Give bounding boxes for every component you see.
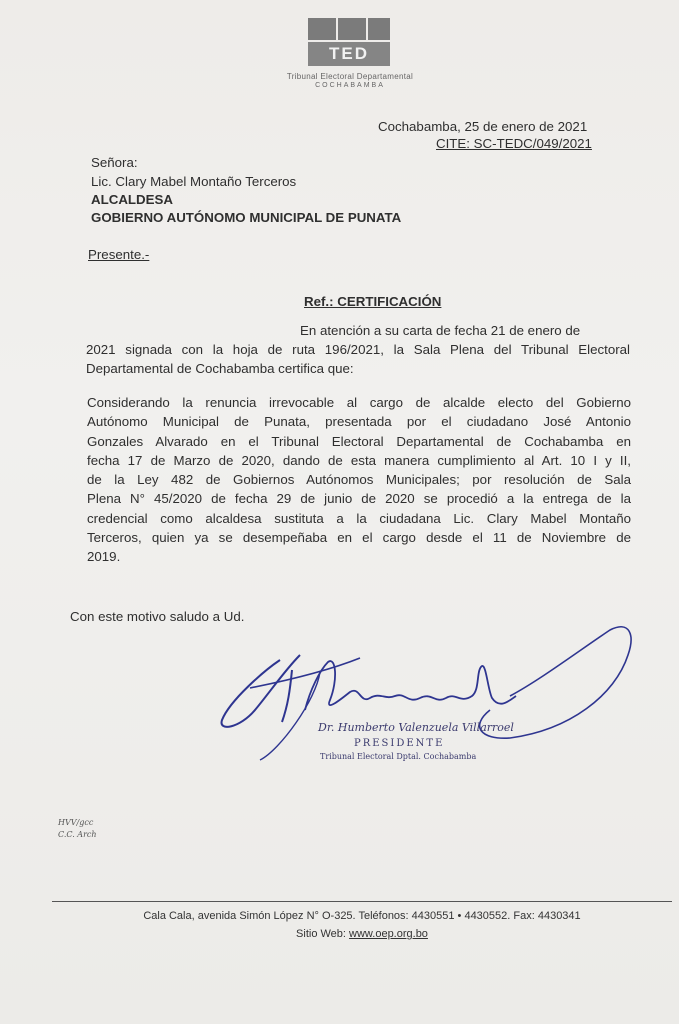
logo-bar [308, 18, 336, 40]
org-name: Tribunal Electoral Departamental [286, 72, 414, 81]
footer-address: Cala Cala, avenida Simón López N° O-325. Teléfonos: 4430551 • 4430552. Fax: 4430341 [143, 910, 581, 922]
initials-line: HVV/gcc [58, 818, 94, 827]
org-city: COCHABAMBA [315, 82, 385, 89]
ted-logo [296, 18, 396, 74]
paragraph-2-line: Plena N° 45/2020 de fecha 29 de junio de 2020 se procedió a la entrega de la [87, 491, 631, 507]
logo-text: TED [308, 42, 390, 66]
paragraph-1-line: Departamental de Cochabamba certifica que: [86, 361, 354, 377]
paragraph-2-line: 2019. [87, 549, 121, 565]
paragraph-2-line: Gonzales Alvarado en el Tribunal Electoral Departamental de Cochabamba en [87, 433, 631, 449]
paragraph-2-line: fecha 17 de Marzo de 2020, dando de esta manera cumplimiento al Art. 10 I y II, [87, 452, 631, 468]
paragraph-1-line: 2021 signada con la hoja de ruta 196/2021, la Sala Plena del Tribunal Electoral [86, 342, 630, 357]
letter-date: Cochabamba, 25 de enero de 2021 [378, 119, 588, 134]
initials-line: C.C. Arch [58, 830, 97, 839]
paragraph-1 [86, 340, 630, 379]
presente: Presente.- [88, 247, 150, 262]
paragraph-2-line: Autónomo Municipal de Punata, presentada por el ciudadano José Antonio [87, 414, 631, 430]
logo-bar [338, 18, 366, 40]
paragraph-2-line: de la Ley 482 de Gobiernos Autónomos Municipales; por resolución de Sala [87, 472, 631, 488]
logo-bar [368, 18, 390, 40]
recipient-role: ALCALDESA [91, 192, 173, 207]
signer-name: Dr. Humberto Valenzuela Villarroel [318, 721, 514, 734]
footer-web-label: Sitio Web: [296, 928, 350, 940]
paragraph-2 [87, 393, 631, 567]
signer-org: Tribunal Electoral Dptal. Cochabamba [320, 752, 477, 761]
footer-web-link[interactable]: www.oep.org.bo [349, 928, 428, 940]
paragraph-2-line: Considerando la renuncia irrevocable al cargo de alcalde electo del Gobierno [87, 395, 631, 410]
signer-title: PRESIDENTE [354, 738, 445, 749]
paragraph-1-line: En atención a su carta de fecha 21 de enero de [300, 323, 581, 338]
recipient-name: Lic. Clary Mabel Montaño Terceros [91, 174, 297, 189]
footer-web [52, 928, 672, 940]
letter-cite: CITE: SC-TEDC/049/2021 [436, 136, 592, 151]
paragraph-2-line: credencial como alcaldesa sustituta a la ciudadana Lic. Clary Mabel Montaño [87, 510, 631, 526]
recipient-org: GOBIERNO AUTÓNOMO MUNICIPAL DE PUNATA [91, 210, 402, 225]
salutation: Señora: [91, 155, 138, 170]
paragraph-2-line: Terceros, quien ya se desempeñaba en el cargo desde el 11 de Noviembre de [87, 530, 631, 546]
closing-line: Con este motivo saludo a Ud. [70, 609, 245, 624]
footer-divider [52, 901, 672, 902]
reference: Ref.: CERTIFICACIÓN [304, 294, 442, 309]
